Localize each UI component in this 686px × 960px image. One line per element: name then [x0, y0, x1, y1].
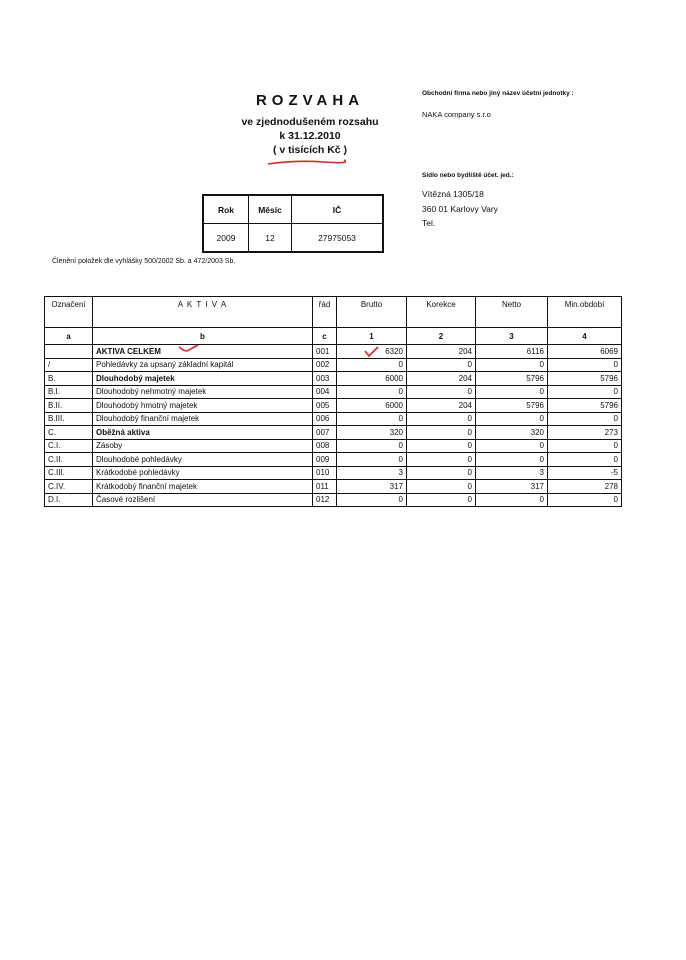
row-korekce: 0: [407, 412, 476, 426]
row-code: B.I.: [45, 385, 93, 399]
col-header-min: Min.období: [548, 297, 622, 328]
row-code: C.III.: [45, 466, 93, 480]
row-min: 0: [548, 493, 622, 507]
row-name: Dlouhodobý nehmotný majetek: [93, 385, 313, 399]
row-min: 6069: [548, 345, 622, 359]
row-brutto: 0: [337, 493, 407, 507]
table-header-row: [45, 297, 622, 328]
red-check-brutto-icon: [364, 346, 380, 358]
row-number: 008: [313, 439, 337, 453]
row-code: /: [45, 358, 93, 372]
subheader-c: c: [313, 328, 337, 345]
row-netto: 317: [476, 480, 548, 494]
row-netto: 5796: [476, 399, 548, 413]
row-korekce: 0: [407, 426, 476, 440]
row-korekce: 204: [407, 399, 476, 413]
table-row: [45, 466, 622, 480]
row-min: 273: [548, 426, 622, 440]
row-brutto: 0: [337, 412, 407, 426]
row-name: Krátkodobý finanční majetek: [93, 480, 313, 494]
id-header-ic: IČ: [292, 195, 384, 224]
row-number: 012: [313, 493, 337, 507]
table-row: [45, 385, 622, 399]
row-netto: 0: [476, 385, 548, 399]
row-brutto: 0: [337, 439, 407, 453]
row-name: Dlouhodobý majetek: [93, 372, 313, 386]
firm-name: NAKA company s.r.o: [422, 110, 491, 119]
row-name: Časové rozlišení: [93, 493, 313, 507]
seat-city: 360 01 Karlovy Vary: [422, 204, 498, 214]
row-brutto: 0: [337, 385, 407, 399]
row-number: 005: [313, 399, 337, 413]
row-min: 0: [548, 453, 622, 467]
seat-label: Sídlo nebo bydliště účet. jed.:: [422, 172, 514, 179]
id-value-month: 12: [249, 224, 292, 253]
row-number: 007: [313, 426, 337, 440]
col-header-korekce: Korekce: [407, 297, 476, 328]
document-unit: ( v tisících Kč ): [272, 144, 348, 156]
row-brutto: 0: [337, 358, 407, 372]
row-brutto: 6320: [337, 345, 407, 359]
row-min: 5796: [548, 399, 622, 413]
row-korekce: 0: [407, 453, 476, 467]
document-subtitle: ve zjednodušeném rozsahu: [241, 116, 379, 128]
row-korekce: 0: [407, 480, 476, 494]
row-netto: 0: [476, 439, 548, 453]
table-row: [45, 439, 622, 453]
id-box: [202, 194, 384, 253]
table-row: [45, 412, 622, 426]
row-korekce: 204: [407, 345, 476, 359]
document-title: ROZVAHA: [255, 92, 365, 109]
subheader-a: a: [45, 328, 93, 345]
table-row: [45, 399, 622, 413]
table-row: [45, 372, 622, 386]
row-netto: 3: [476, 466, 548, 480]
row-netto: 0: [476, 493, 548, 507]
row-netto: 0: [476, 412, 548, 426]
row-name: Dlouhodobý finanční majetek: [93, 412, 313, 426]
col-header-row: řád: [313, 297, 337, 328]
id-header-year: Rok: [203, 195, 249, 224]
subheader-b: b: [93, 328, 313, 345]
row-korekce: 0: [407, 358, 476, 372]
row-name: Dlouhodobý hmotný majetek: [93, 399, 313, 413]
row-code: C.: [45, 426, 93, 440]
row-code: B.III.: [45, 412, 93, 426]
row-number: 004: [313, 385, 337, 399]
row-korekce: 0: [407, 385, 476, 399]
row-brutto: 3: [337, 466, 407, 480]
id-header-month: Měsíc: [249, 195, 292, 224]
table-row: [45, 358, 622, 372]
row-number: 010: [313, 466, 337, 480]
table-row: [45, 453, 622, 467]
seat-street: Vítězná 1305/18: [422, 189, 484, 199]
col-header-brutto: Brutto: [337, 297, 407, 328]
row-code: D.I.: [45, 493, 93, 507]
row-min: 0: [548, 385, 622, 399]
row-korekce: 0: [407, 493, 476, 507]
row-number: 001: [313, 345, 337, 359]
col-header-netto: Netto: [476, 297, 548, 328]
table-subheader-row: [45, 328, 622, 345]
row-number: 003: [313, 372, 337, 386]
row-code: C.II.: [45, 453, 93, 467]
subheader-4: 4: [548, 328, 622, 345]
row-korekce: 204: [407, 372, 476, 386]
row-name: Zásoby: [93, 439, 313, 453]
table-row: [45, 493, 622, 507]
row-min: 0: [548, 439, 622, 453]
row-brutto: 6000: [337, 399, 407, 413]
subheader-1: 1: [337, 328, 407, 345]
row-code: [45, 345, 93, 359]
row-number: 006: [313, 412, 337, 426]
row-name: Pohledávky za upsaný základní kapitál: [93, 358, 313, 372]
row-code: C.I.: [45, 439, 93, 453]
subheader-3: 3: [476, 328, 548, 345]
col-header-code: Označení: [45, 297, 93, 328]
row-min: 278: [548, 480, 622, 494]
row-min: 0: [548, 358, 622, 372]
seat-tel: Tel.: [422, 218, 436, 228]
row-code: B.II.: [45, 399, 93, 413]
subheader-2: 2: [407, 328, 476, 345]
row-code: C.IV.: [45, 480, 93, 494]
row-brutto: 0: [337, 453, 407, 467]
firm-label: Obchodní firma nebo jiný název účetní jednotky :: [422, 90, 574, 97]
balance-table: [44, 296, 622, 507]
red-check-total-icon: [178, 344, 200, 354]
row-number: 002: [313, 358, 337, 372]
row-name: Krátkodobé pohledávky: [93, 466, 313, 480]
row-min: 5796: [548, 372, 622, 386]
row-netto: 5796: [476, 372, 548, 386]
red-pen-underline: [266, 156, 346, 168]
row-name: Dlouhodobé pohledávky: [93, 453, 313, 467]
row-min: -5: [548, 466, 622, 480]
row-name: Oběžná aktiva: [93, 426, 313, 440]
row-netto: 320: [476, 426, 548, 440]
row-netto: 0: [476, 453, 548, 467]
id-value-year: 2009: [203, 224, 249, 253]
row-netto: 6116: [476, 345, 548, 359]
table-row: [45, 480, 622, 494]
row-brutto: 320: [337, 426, 407, 440]
row-brutto: 317: [337, 480, 407, 494]
row-korekce: 0: [407, 439, 476, 453]
table-row: [45, 426, 622, 440]
row-name: AKTIVA CELKEM: [93, 345, 313, 359]
row-code: B.: [45, 372, 93, 386]
row-number: 009: [313, 453, 337, 467]
row-netto: 0: [476, 358, 548, 372]
regulation-note: Členění položek dle vyhlášky 500/2002 Sb. a 472/2003 Sb.: [52, 258, 236, 265]
row-number: 011: [313, 480, 337, 494]
table-row: [45, 345, 622, 359]
col-header-name: A K T I V A: [93, 297, 313, 328]
document-date: k 31.12.2010: [279, 130, 341, 142]
row-min: 0: [548, 412, 622, 426]
row-brutto: 6000: [337, 372, 407, 386]
id-value-ic: 27975053: [292, 224, 384, 253]
row-korekce: 0: [407, 466, 476, 480]
